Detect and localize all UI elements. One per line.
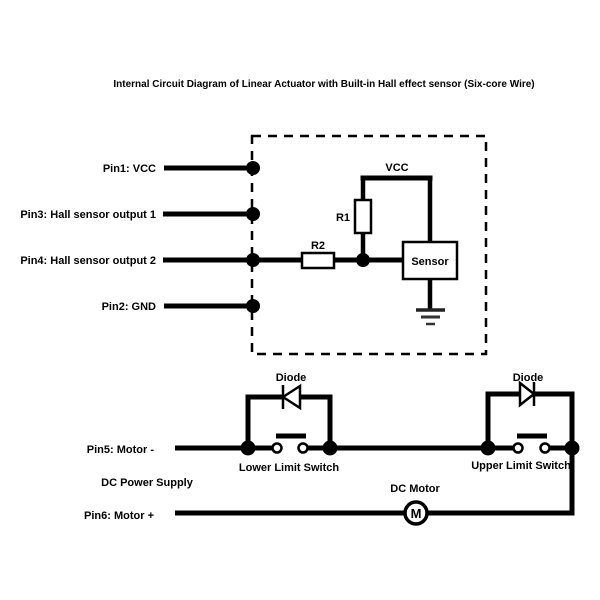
lower-diode-label: Diode (275, 372, 307, 384)
upper-switch-contact-right (541, 444, 550, 453)
pin1-node (246, 161, 260, 175)
pin1-label: Pin1: VCC (102, 163, 156, 175)
r2-resistor (302, 253, 334, 268)
r1-r2-junction-node (356, 253, 370, 267)
ground-icon (416, 279, 445, 324)
lower-branch-left-node (241, 441, 256, 456)
sensor-label: Sensor (411, 256, 449, 268)
lower-branch-right-node (323, 441, 338, 456)
pin3-label: Pin3: Hall sensor output 1 (20, 209, 156, 221)
pin6-label: Pin6: Motor + (84, 510, 154, 522)
pin4-node (246, 253, 260, 267)
vcc-label: VCC (385, 162, 409, 174)
dc-motor (390, 483, 440, 524)
pin2-label: Pin2: GND (101, 301, 156, 313)
upper-switch-contact-left (514, 444, 523, 453)
pin4-lead (20, 253, 302, 267)
pin2-node (246, 299, 260, 313)
lower-diode-icon (283, 385, 300, 409)
dc-power-supply-label: DC Power Supply (101, 477, 193, 489)
r1-label: R1 (335, 212, 350, 224)
upper-switch-label: Upper Limit Switch (471, 460, 571, 472)
pin3-lead (20, 207, 260, 221)
pin1-lead (103, 161, 260, 175)
pin4-label: Pin4: Hall sensor output 2 (20, 255, 156, 267)
upper-diode-label: Diode (512, 372, 544, 384)
upper-branch-left-node (481, 441, 496, 456)
upper-branch-right-node (565, 441, 580, 456)
lower-diode-branch (241, 372, 338, 456)
hall-sensor-circuit (302, 162, 457, 324)
dc-motor-label: DC Motor (390, 483, 440, 495)
upper-diode-icon (520, 382, 534, 406)
r2-label: R2 (310, 240, 326, 252)
pin5-label: Pin5: Motor - (86, 444, 154, 456)
upper-diode-branch (481, 372, 580, 516)
lower-limit-switch (239, 436, 340, 474)
lower-switch-label: Lower Limit Switch (238, 462, 340, 474)
r1-resistor (355, 200, 371, 233)
lower-switch-contact-right (299, 444, 308, 453)
pin2-lead (102, 299, 260, 313)
diagram-title: Internal Circuit Diagram of Linear Actuator with Built-in Hall effect sensor (Six-core Wire) (113, 79, 535, 90)
motor-symbol: M (410, 506, 422, 521)
pin3-node (246, 207, 260, 221)
lower-switch-contact-left (273, 444, 282, 453)
